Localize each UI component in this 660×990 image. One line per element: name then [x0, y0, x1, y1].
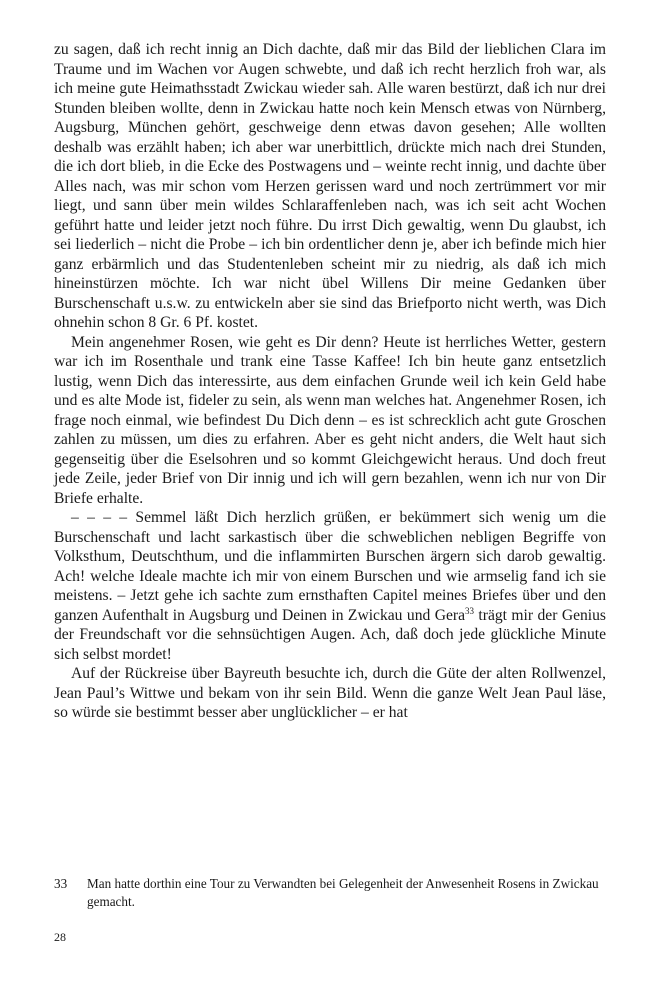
paragraph: zu sagen, daß ich recht innig an Dich dachte, daß mir das Bild der lieblichen Clara im Traume und im Wachen vor Augen schwebte, und daß ich recht herzlich froh war, als ich meine gute Heimathsstadt Zwickau wieder sah. Alle waren bestürzt, daß ich nur drei Stunden bleiben wollte, denn in Zwickau hatte noch kein Mensch etwas von Nürnberg, Augsburg, München gehört, geschweige denn etwas davon gesehen; Alle wollten deshalb was erzählt haben; ich aber war unerbittlich, drückte mich nach drei Stunden, die ich dort blieb, in die Ecke des Postwagens und – weinte recht innig, und dachte über Alles nach, was mir schon vom Herzen gerissen ward und noch zertrümmert vor mir liegt, und sann über mein wildes Schlaraffenleben nach, was ich seit acht Wochen geführt hatte und leider jetzt noch führe. Du irrst Dich gewaltig, wenn Du glaubst, ich sei liederlich – nicht die Probe – ich bin ordentlicher denn je, aber ich befinde mich hier ganz erbärmlich und das Studentenleben scheint mir zu niedrig, als daß ich mich hineinstürzen möchte. Ich war nicht übel Willens Dir meine Gedanken über Burschenschaft u.s.w. zu entwickeln aber sie sind das Briefporto nicht werth, was Dich ohnehin schon 8 Gr. 6 Pf. kostet.: [54, 41, 606, 331]
footnote-reference: 33: [465, 605, 475, 616]
paragraph: Auf der Rückreise über Bayreuth besuchte ich, durch die Güte der alten Rollwenzel, Jean Paul’s Wittwe und bekam von ihr sein Bild. Wenn die ganze Welt Jean Paul läse, so würde sie bestimmt besser aber unglücklicher – er hat: [54, 665, 606, 721]
footnote-number: 33: [54, 876, 68, 891]
paragraph: Mein angenehmer Rosen, wie geht es Dir denn? Heute ist herrliches Wetter, gestern war ich im Rosenthale und trank eine Tasse Kaffee! Ich bin heute ganz entsetzlich lustig, wenn Dich das interessirte, aus dem einfachen Grunde weil ich kein Geld habe und es alte Mode ist, fideler zu sein, als wenn man welches hat. Angenehmer Rosen, ich frage noch einmal, wie befindest Du Dich denn – es ist schrecklich acht gute Groschen zahlen zu müssen, um dies zu erfahren. Aber es geht nicht anders, die Welt haut sich gegenseitig über die Eselsohren und so kommt Gleichgewicht heraus. Und doch freut jede Zeile, jeder Brief von Dir innig und ich will gern bezahlen, wenn ich nur von Dir Briefe erhalte.: [54, 333, 606, 507]
body-text: [54, 40, 606, 723]
footnote: [54, 875, 606, 911]
paragraph-with-footnote-ref: [54, 508, 606, 664]
page-number: 28: [54, 930, 66, 944]
paragraph-text-continued: trägt mir der Genius der Freundschaft vor die sehnsüchtigen Augen. Ach, daß doch jede glückliche Minute sich selbst mordet!: [54, 606, 606, 663]
footnote-text: Man hatte dorthin eine Tour zu Verwandten bei Gelegenheit der Anwesenheit Rosens in Zwickau gemacht.: [87, 876, 599, 909]
paragraph-text: – – – – Semmel läßt Dich herzlich grüßen, er bekümmert sich wenig um die Burschenschaft und lacht sarkastisch über die schweblichen nebligen Begriffe von Volksthum, Deutschthum, und die inflammirten Burschen ärgern sich darob gewaltig. Ach! welche Ideale machte ich mir von einem Burschen und wie armselig fand ich sie meistens. – Jetzt gehe ich sachte zum ernsthaften Capitel meines Briefes über und den ganzen Aufenthalt in Augsburg und Deinen in Zwickau und Gera: [54, 509, 606, 624]
